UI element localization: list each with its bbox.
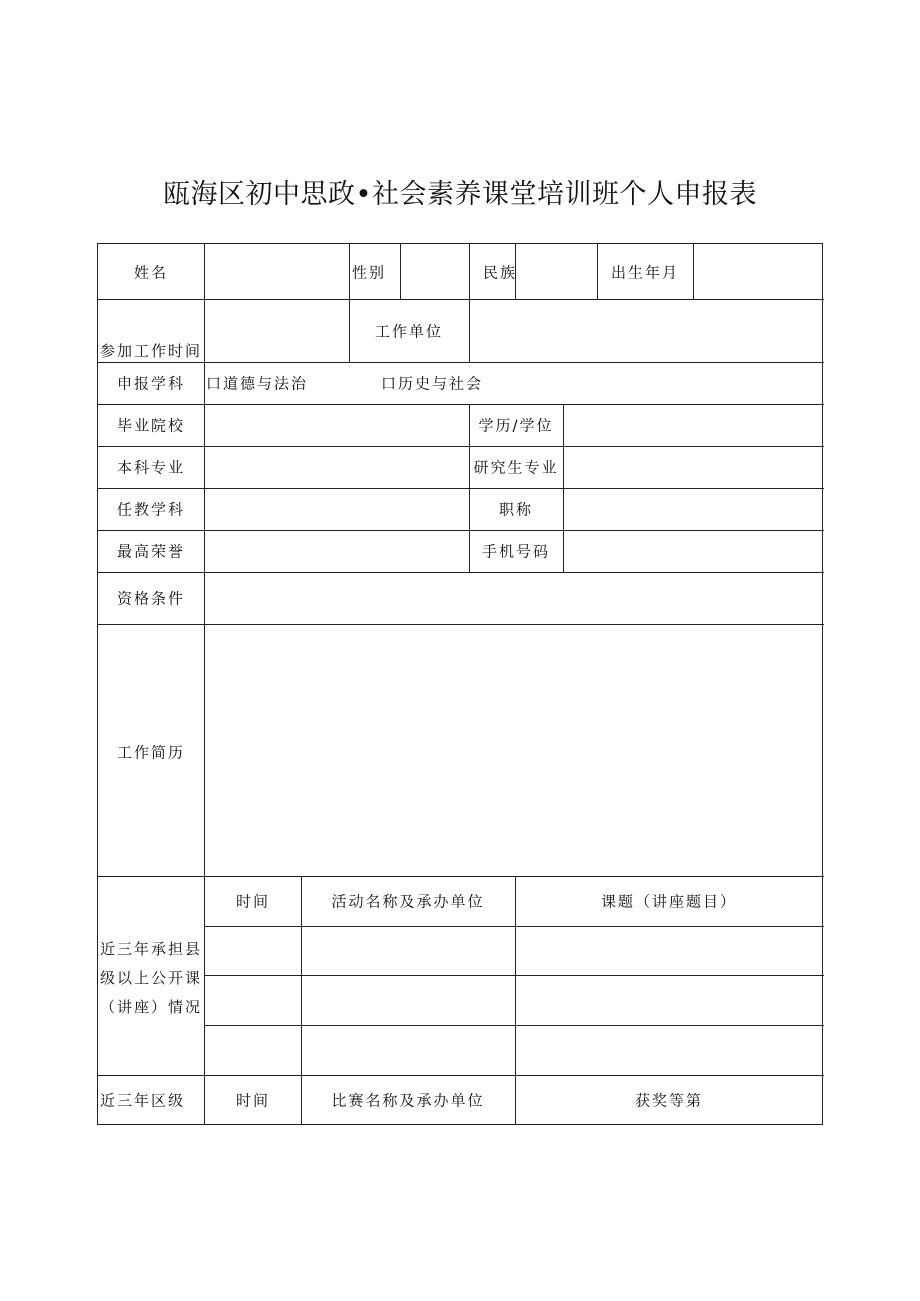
open-class-activity-field[interactable] (302, 1026, 515, 1075)
resume-field[interactable] (205, 625, 823, 876)
work-unit-label: 工作单位 (374, 322, 444, 341)
phone-label: 手机号码 (481, 542, 551, 561)
degree-label: 学历/学位 (478, 416, 554, 435)
major-field[interactable] (205, 447, 469, 488)
grad-major-label: 研究生专业 (473, 458, 559, 477)
qualification-label: 资格条件 (116, 589, 186, 608)
open-class-activity-field[interactable] (302, 927, 515, 975)
qualification-field[interactable] (205, 573, 823, 624)
gender-field[interactable] (401, 245, 469, 299)
birth-field[interactable] (694, 245, 823, 299)
open-class-label-line: 近三年承担县 (100, 940, 203, 958)
open-class-label-line: 级以上公开课 (100, 969, 203, 987)
school-field[interactable] (205, 405, 469, 446)
row-divider (98, 362, 824, 363)
name-label: 姓名 (133, 263, 169, 282)
open-class-topic-field[interactable] (516, 1026, 823, 1075)
name-field[interactable] (205, 245, 349, 299)
district-label: 近三年区级 (100, 1091, 186, 1110)
ethnicity-field[interactable] (516, 245, 597, 299)
subject-option-ethics[interactable]: 口道德与法治 (206, 374, 309, 393)
grad-major-field[interactable] (564, 447, 823, 488)
work-start-label: 参加工作时间 (100, 342, 203, 360)
honor-label: 最高荣誉 (116, 542, 186, 561)
degree-field[interactable] (564, 405, 823, 446)
ethnicity-label: 民族 (483, 263, 518, 282)
open-class-topic-field[interactable] (516, 927, 823, 975)
school-label: 毕业院校 (116, 416, 186, 435)
col-time-header: 时间 (235, 892, 271, 911)
row-divider (98, 1075, 824, 1076)
form-title: 瓯海区初中思政•社会素养课堂培训班个人申报表 (163, 179, 757, 210)
application-form-table (97, 243, 823, 1125)
col-activity-header: 活动名称及承办单位 (331, 892, 485, 911)
open-class-time-field[interactable] (205, 976, 301, 1025)
row-divider (98, 876, 824, 877)
gender-label: 性别 (352, 263, 387, 282)
resume-label: 工作简历 (116, 743, 186, 762)
col-time2-header: 时间 (235, 1091, 271, 1110)
open-class-label (100, 935, 202, 1022)
col-contest-header: 比赛名称及承办单位 (331, 1091, 485, 1110)
teaching-subject-field[interactable] (205, 489, 469, 530)
work-unit-field[interactable] (470, 300, 823, 362)
birth-label: 出生年月 (610, 263, 680, 282)
open-class-time-field[interactable] (205, 1026, 301, 1075)
open-class-topic-field[interactable] (516, 976, 823, 1025)
column-divider (469, 404, 470, 572)
title-rank-label: 职称 (498, 500, 534, 519)
column-divider (349, 244, 350, 362)
col-topic-header: 课题（讲座题目） (600, 892, 738, 911)
subject-label: 申报学科 (116, 374, 186, 393)
phone-field[interactable] (564, 531, 823, 572)
open-class-time-field[interactable] (205, 927, 301, 975)
teaching-subject-label: 任教学科 (116, 500, 186, 519)
col-award-header: 获奖等第 (634, 1091, 704, 1110)
column-divider (597, 244, 598, 299)
major-label: 本科专业 (116, 458, 186, 477)
subject-option-history[interactable]: 口历史与社会 (381, 374, 484, 393)
open-class-label-line: （讲座）情况 (100, 998, 203, 1016)
title-rank-field[interactable] (564, 489, 823, 530)
open-class-activity-field[interactable] (302, 976, 515, 1025)
work-start-field[interactable] (205, 300, 349, 362)
honor-field[interactable] (205, 531, 469, 572)
